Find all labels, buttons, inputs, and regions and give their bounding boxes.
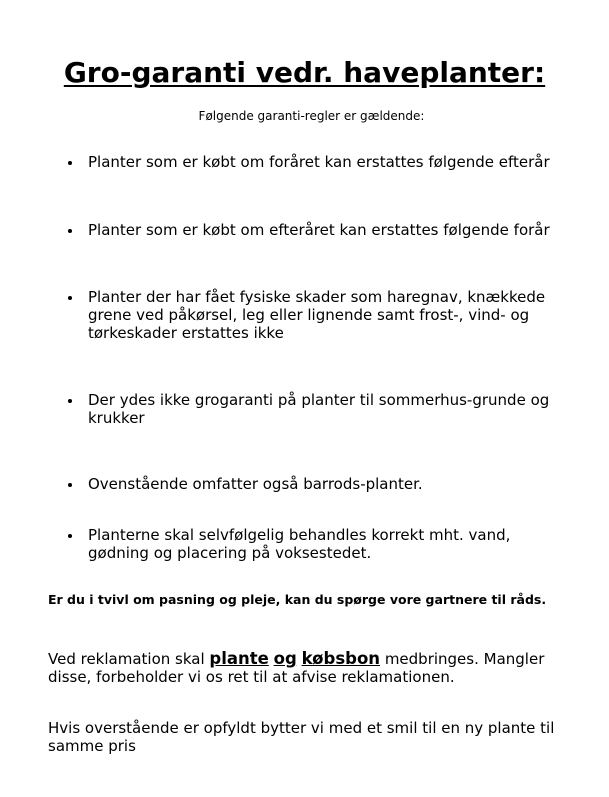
bullet-icon — [68, 296, 72, 300]
list-item — [88, 288, 564, 342]
list-item-text: Planter som er købt om foråret kan erstattes følgende efterår — [88, 153, 550, 171]
list-item-text: Der ydes ikke grogaranti på planter til sommerhus-grunde og krukker — [88, 391, 550, 427]
claim-rest: medbringes. Mangler disse, forbeholder vi os ret til at afvise reklamationen. — [48, 650, 545, 686]
list-item — [88, 526, 538, 562]
list-item-text: Planter der har fået fysiske skader som haregnav, knækkede grene ved påkørsel, leg eller lignende samt frost-, vind- og tørkeskader erstattes ikke — [88, 288, 546, 342]
claim-kobsbon: købsbon — [301, 649, 381, 668]
document-title: Gro-garanti vedr. haveplanter: — [63, 56, 546, 89]
final-paragraph: Hvis overstående er opfyldt bytter vi med et smil til en ny plante til samme pris — [48, 719, 555, 755]
bullet-icon — [68, 483, 72, 487]
list-item-text: Planterne skal selvfølgelig behandles korrekt mht. vand, gødning og placering på voksestedet. — [88, 526, 511, 562]
list-item — [88, 391, 564, 427]
bullet-icon — [68, 399, 72, 403]
claim-intro: Ved reklamation skal — [48, 650, 210, 668]
list-item — [88, 153, 568, 171]
list-item-text: Ovenstående omfatter også barrods-planter. — [88, 475, 423, 493]
bullet-icon — [68, 161, 72, 165]
document-subtitle: Følgende garanti-regler er gældende: — [198, 109, 425, 123]
claim-og: og — [273, 649, 297, 668]
list-item — [88, 221, 568, 239]
bullet-icon — [68, 534, 72, 538]
claim-plante: plante — [209, 649, 269, 668]
claim-paragraph — [48, 650, 578, 686]
bullet-icon — [68, 229, 72, 233]
list-item — [88, 475, 568, 493]
advice-note: Er du i tvivl om pasning og pleje, kan du spørge vore gartnere til råds. — [48, 592, 547, 607]
list-item-text: Planter som er købt om efteråret kan erstattes følgende forår — [88, 221, 550, 239]
